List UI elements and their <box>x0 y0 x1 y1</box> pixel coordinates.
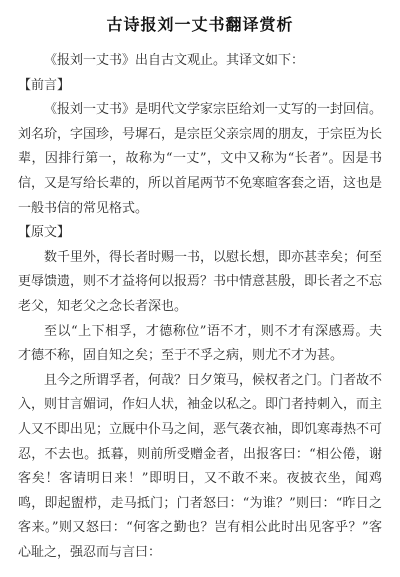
original-paragraph-2: 至以“上下相孚，才德称位”语不才，则不才有深感焉。夫才德不称，固自知之矣；至于不孚之病，则尤不才为甚。 <box>18 323 382 364</box>
original-paragraph-1: 数千里外，得长者时赐一书，以慰长想，即亦甚幸矣；何至更辱馈遗，则不才益将何以报焉？书中情意甚殷，即长者之不忘老父，知老父之念长者深也。 <box>18 249 383 314</box>
original-paragraph-3: 且今之所谓孚者，何哉？日夕策马，候权者之门。门者故不入，则甘言媚词，作妇人状，袖金以私之。即门者持刺入，而主人又不即出见；立厩中仆马之间，恶气袭衣袖，即饥寒毒热不可忍，不去也。抵暮，则前所受赠金者，出报客曰：“相公倦，谢客矣！客请明日来！”即明日，又不敢不来。夜披衣坐，闻鸡鸣，即起盥栉，走马抵门；门者怒曰：“为谁？”则曰：“昨日之客来。”则又怒曰：“何客之勤也？岂有相公此时出见客乎？”客心耻之，强忍而与言曰： <box>18 372 383 560</box>
preface-paragraph: 《报刘一丈书》是明代文学家宗臣给刘一丈写的一封回信。刘名玠，字国珍，号墀石，是宗臣父亲宗周的朋友，于宗臣为长辈，因排行第一，故称为“一丈”，文中又称为“长者”。因是书信，又是写给长辈的，所以首尾两节不免寒暄客套之语，这也是一般书信的常见格式。 <box>18 102 383 216</box>
intro-paragraph: 《报刘一丈书》出自古文观止。其译文如下： <box>44 53 305 68</box>
section-heading-original: 【原文】 <box>18 225 71 241</box>
section-heading-preface: 【前言】 <box>18 77 71 93</box>
document-title: 古诗报刘一丈书翻译赏析 <box>106 15 294 34</box>
